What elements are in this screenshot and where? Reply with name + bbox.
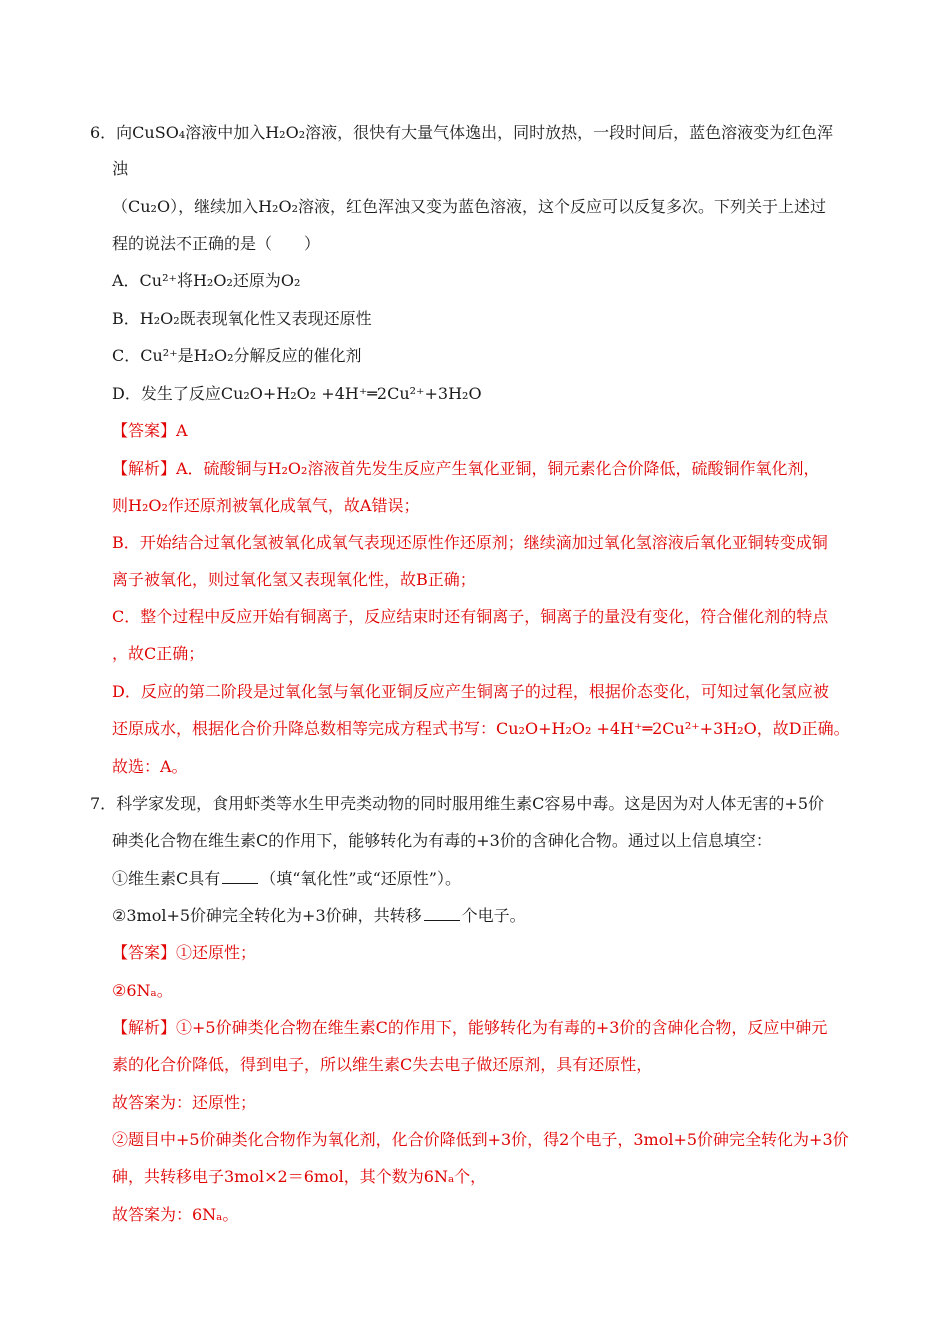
q7-stem-line-2: 砷类化合物在维生素C的作用下，能够转化为有毒的+3价的含砷化合物。通过以上信息填空： — [112, 831, 772, 850]
q6-explanation-line-8: 还原成水，根据化合价升降总数相等完成方程式书写：Cu₂O+H₂O₂ +4H⁺═2Cu²⁺+3H₂O，故D正确。 — [112, 719, 850, 738]
q6-explanation-line-7: D．反应的第二阶段是过氧化氢与氧化亚铜反应产生铜离子的过程，根据价态变化，可知过氧化氢应被 — [112, 682, 829, 701]
q6-option-b: B．H₂O₂既表现氧化性又表现还原性 — [112, 309, 372, 328]
q7-answer-line-2: ②6Nₐ。 — [112, 981, 173, 1000]
q7-explanation-line-1: 【解析】①+5价砷类化合物在维生素C的作用下，能够转化为有毒的+3价的含砷化合物，反应中砷元 — [112, 1018, 828, 1037]
q6-option-d: D．发生了反应Cu₂O+H₂O₂ +4H⁺═2Cu²⁺+3H₂O — [112, 384, 482, 403]
q6-answer: 【答案】A — [112, 421, 188, 440]
q6-stem-line-2: 浊 — [112, 159, 129, 178]
q7-explanation-line-4: ②题目中+5价砷类化合物作为氧化剂，化合价降低到+3价，得2个电子，3mol+5价砷完全转化为+3价 — [112, 1130, 849, 1149]
q6-explanation-line-4: 离子被氧化，则过氧化氢又表现氧化性，故B正确； — [112, 570, 476, 589]
q6-explanation-line-6: ，故C正确； — [112, 644, 205, 663]
q7-sub2-blank — [424, 906, 460, 921]
q6-explanation-line-3: B．开始结合过氧化氢被氧化成氧气表现还原性作还原剂；继续滴加过氧化氢溶液后氧化亚铜转变成铜 — [112, 533, 828, 552]
q6-explanation-line-9: 故选：A。 — [112, 757, 188, 776]
q7-sub1-prefix: ①维生素C具有 — [112, 869, 221, 888]
q7-subquestion-1 — [112, 868, 461, 890]
q7-sub1-blank — [222, 869, 258, 884]
q7-sub2-suffix: 个电子。 — [461, 906, 526, 925]
q7-sub1-suffix: （填“氧化性”或“还原性”）。 — [260, 869, 461, 888]
q6-explanation-line-5: C．整个过程中反应开始有铜离子，反应结束时还有铜离子，铜离子的量没有变化，符合催化剂的特点 — [112, 607, 829, 626]
q6-stem-line-1: 6．向CuSO₄溶液中加入H₂O₂溶液，很快有大量气体逸出，同时放热，一段时间后，蓝色溶液变为红色浑 — [90, 123, 834, 142]
q7-answer-line-1: 【答案】①还原性； — [112, 943, 257, 962]
q6-stem-line-4: 程的说法不正确的是（ ） — [112, 234, 321, 253]
q7-stem-line-1: 7．科学家发现，食用虾类等水生甲壳类动物的同时服用维生素C容易中毒。这是因为对人体无害的+5价 — [90, 794, 825, 813]
q7-subquestion-2 — [112, 905, 526, 927]
q6-option-a: A．Cu²⁺将H₂O₂还原为O₂ — [112, 271, 301, 290]
q6-explanation-line-2: 则H₂O₂作还原剂被氧化成氧气，故A错误； — [112, 496, 420, 515]
q7-sub2-prefix: ②3mol+5价砷完全转化为+3价砷，共转移 — [112, 906, 422, 925]
q6-stem-line-3: （Cu₂O），继续加入H₂O₂溶液，红色浑浊又变为蓝色溶液，这个反应可以反复多次。下列关于上述过 — [112, 197, 826, 216]
q6-option-c: C．Cu²⁺是H₂O₂分解反应的催化剂 — [112, 346, 362, 365]
q7-explanation-line-5: 砷，共转移电子3mol×2＝6mol，其个数为6Nₐ个， — [112, 1167, 487, 1186]
q7-explanation-line-6: 故答案为：6Nₐ。 — [112, 1205, 239, 1224]
q7-explanation-line-2: 素的化合价降低，得到电子，所以维生素C失去电子做还原剂，具有还原性， — [112, 1055, 653, 1074]
q7-explanation-line-3: 故答案为：还原性； — [112, 1093, 257, 1112]
q6-explanation-line-1: 【解析】A．硫酸铜与H₂O₂溶液首先发生反应产生氧化亚铜，铜元素化合价降低，硫酸铜作氧化剂， — [112, 459, 820, 478]
